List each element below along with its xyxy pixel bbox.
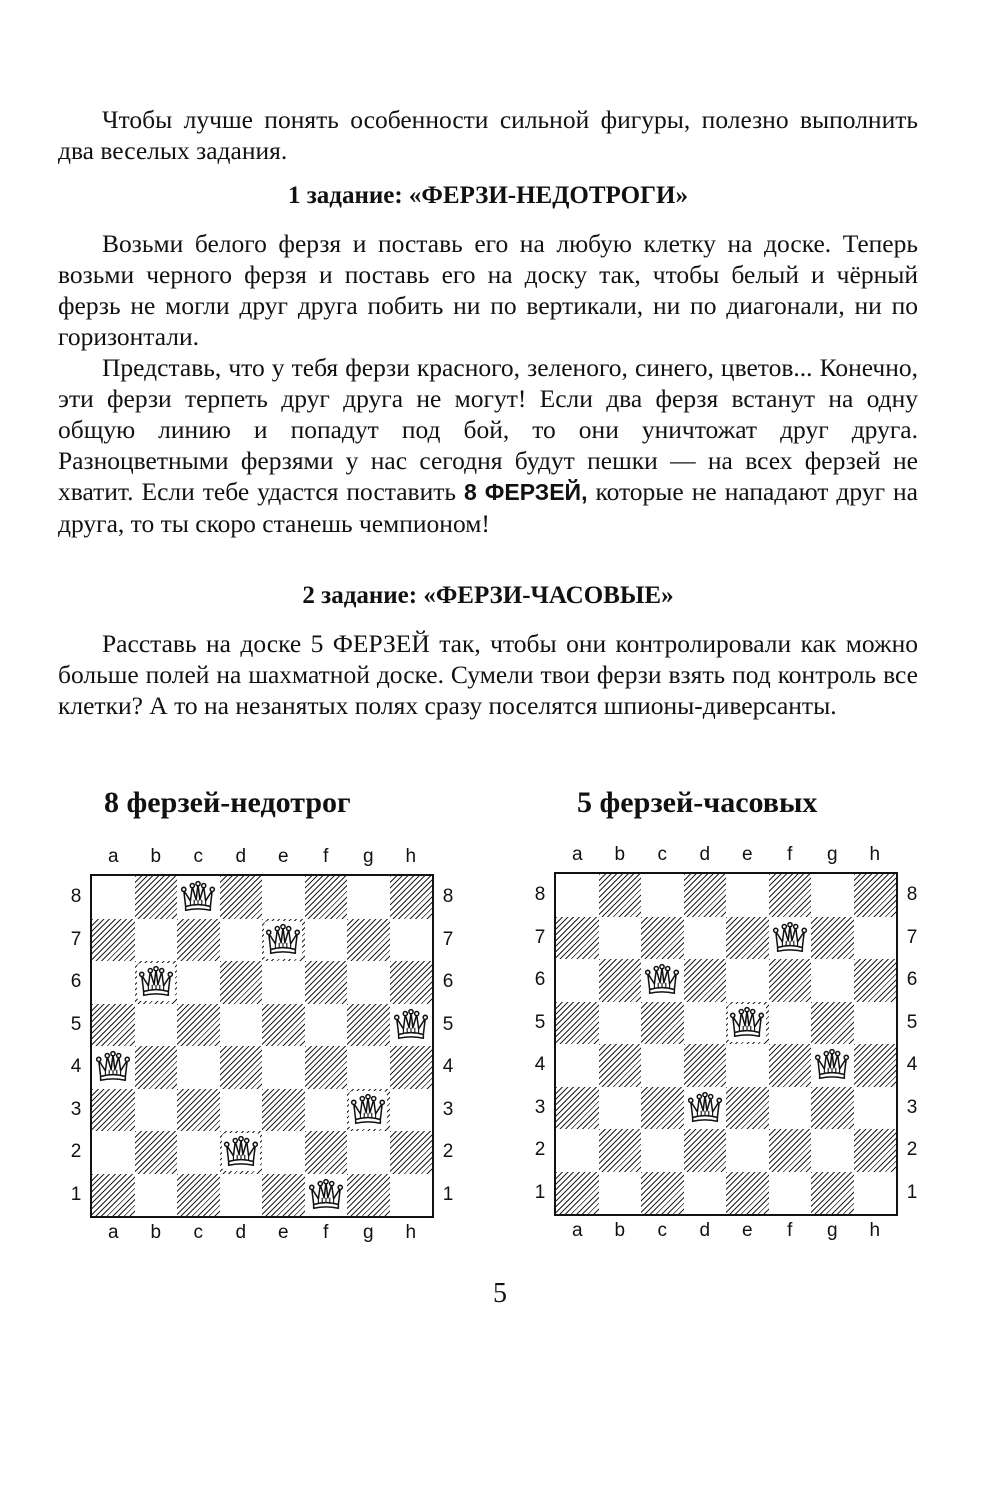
square-h7 — [854, 917, 897, 960]
square-a8 — [556, 874, 599, 917]
square-b4 — [599, 1044, 642, 1087]
square-b3 — [135, 1089, 178, 1132]
square-a1 — [92, 1174, 135, 1217]
rank-label-left: 6 — [534, 969, 546, 991]
square-e6 — [726, 959, 769, 1002]
file-label-bottom: b — [150, 1222, 162, 1243]
rank-label-left: 7 — [534, 926, 546, 948]
square-h7 — [390, 919, 433, 962]
square-e5 — [262, 1004, 305, 1047]
rank-label-right: 7 — [906, 926, 918, 948]
white-queen-icon — [392, 1006, 430, 1044]
square-d1 — [220, 1174, 263, 1217]
square-g4 — [811, 1044, 854, 1087]
square-b5 — [599, 1002, 642, 1045]
board1-title: 8 ферзей-недотрог — [104, 786, 351, 819]
square-h2 — [854, 1129, 897, 1172]
square-g6 — [347, 961, 390, 1004]
square-e7 — [726, 917, 769, 960]
square-h3 — [390, 1089, 433, 1132]
square-c8 — [177, 876, 220, 919]
file-label-bottom: f — [323, 1222, 329, 1243]
square-f4 — [769, 1044, 812, 1087]
square-e2 — [726, 1129, 769, 1172]
square-g8 — [347, 876, 390, 919]
intro-paragraph — [58, 104, 918, 166]
file-label-bottom: h — [405, 1222, 417, 1243]
square-f7 — [305, 919, 348, 962]
square-g2 — [811, 1129, 854, 1172]
square-c3 — [177, 1089, 220, 1132]
square-h8 — [854, 874, 897, 917]
rank-label-right: 2 — [442, 1141, 454, 1163]
square-a4 — [556, 1044, 599, 1087]
rank-label-left: 8 — [534, 884, 546, 906]
task1-p1-text: Возьми белого ферзя и поставь его на любую клетку на доске. Теперь возьми черного ферзя и поставь его на доску так, чтобы белый и чёрный ферзь не могли друг друга побить ни по вертикали, ни по диагонали, ни по горизонтали. — [58, 229, 918, 351]
file-label-bottom: c — [193, 1222, 203, 1243]
rank-label-right: 7 — [442, 928, 454, 950]
square-b2 — [135, 1131, 178, 1174]
square-h1 — [390, 1174, 433, 1217]
square-g1 — [347, 1174, 390, 1217]
square-f3 — [305, 1089, 348, 1132]
square-b1 — [599, 1172, 642, 1215]
square-c5 — [177, 1004, 220, 1047]
square-g5 — [347, 1004, 390, 1047]
task1-heading: 1 задание: «ФЕРЗИ-НЕДОТРОГИ» — [288, 182, 688, 209]
file-label-bottom: g — [826, 1220, 838, 1241]
task1-p2-text: Представь, что у тебя ферзи красного, зеленого, синего, цветов... Конечно, эти ферзи терпеть друг друга не могут! Если два ферзя встанут на одну общую линию и попадут под бой, то они уничтожат друг друга. Разноцветными ферзями у нас сегодня будут пешки — на всех ферзей не хватит. Если тебе удастся поставить — [58, 353, 918, 506]
rank-label-right: 8 — [442, 886, 454, 908]
rank-label-left: 3 — [70, 1098, 82, 1120]
square-e4 — [726, 1044, 769, 1087]
file-label-bottom: d — [699, 1220, 711, 1241]
square-c2 — [177, 1131, 220, 1174]
file-label-bottom: b — [614, 1220, 626, 1241]
square-d5 — [220, 1004, 263, 1047]
square-d4 — [220, 1046, 263, 1089]
eight-queens-emphasis: 8 ФЕРЗЕЙ, — [464, 479, 588, 505]
square-d8 — [220, 876, 263, 919]
white-queen-icon — [686, 1089, 724, 1127]
square-f8 — [305, 876, 348, 919]
square-a3 — [556, 1087, 599, 1130]
square-f1 — [769, 1172, 812, 1215]
rank-label-left: 2 — [534, 1139, 546, 1161]
square-a2 — [556, 1129, 599, 1172]
rank-label-right: 2 — [906, 1139, 918, 1161]
file-label-bottom: f — [787, 1220, 793, 1241]
square-f2 — [305, 1131, 348, 1174]
white-queen-icon — [179, 878, 217, 916]
square-c4 — [641, 1044, 684, 1087]
white-queen-icon — [728, 1004, 766, 1042]
square-g6 — [811, 959, 854, 1002]
rank-label-left: 1 — [70, 1183, 82, 1205]
square-d3 — [220, 1089, 263, 1132]
square-f6 — [305, 961, 348, 1004]
white-queen-icon — [349, 1091, 387, 1129]
square-b2 — [599, 1129, 642, 1172]
rank-label-left: 5 — [70, 1013, 82, 1035]
file-label-bottom: d — [235, 1222, 247, 1243]
square-g7 — [811, 917, 854, 960]
square-g7 — [347, 919, 390, 962]
file-label-top: h — [405, 846, 417, 867]
rank-label-right: 4 — [906, 1054, 918, 1076]
square-e8 — [726, 874, 769, 917]
rank-label-right: 3 — [442, 1098, 454, 1120]
square-e3 — [726, 1087, 769, 1130]
square-g3 — [347, 1089, 390, 1132]
square-d5 — [684, 1002, 727, 1045]
square-g3 — [811, 1087, 854, 1130]
white-queen-icon — [137, 963, 175, 1001]
square-e6 — [262, 961, 305, 1004]
square-f5 — [305, 1004, 348, 1047]
task2-paragraph — [58, 628, 918, 721]
square-c1 — [641, 1172, 684, 1215]
intro-text: Чтобы лучше понять особенности сильной фигуры, полезно выполнить два веселых задания. — [58, 105, 918, 165]
square-d6 — [684, 959, 727, 1002]
square-d1 — [684, 1172, 727, 1215]
square-h5 — [854, 1002, 897, 1045]
rank-label-left: 8 — [70, 886, 82, 908]
file-label-top: g — [362, 846, 374, 867]
square-d2 — [684, 1129, 727, 1172]
square-e2 — [262, 1131, 305, 1174]
page-number: 5 — [493, 1278, 507, 1309]
file-label-top: e — [741, 844, 753, 865]
square-c1 — [177, 1174, 220, 1217]
square-e1 — [726, 1172, 769, 1215]
file-label-bottom: e — [277, 1222, 289, 1243]
rank-label-left: 5 — [534, 1011, 546, 1033]
square-b5 — [135, 1004, 178, 1047]
board-grid — [90, 874, 434, 1218]
rank-label-left: 6 — [70, 971, 82, 993]
square-h4 — [854, 1044, 897, 1087]
square-h8 — [390, 876, 433, 919]
square-e3 — [262, 1089, 305, 1132]
file-label-top: a — [107, 846, 119, 867]
file-label-top: f — [787, 844, 793, 865]
square-h6 — [390, 961, 433, 1004]
square-a3 — [92, 1089, 135, 1132]
square-f8 — [769, 874, 812, 917]
square-e5 — [726, 1002, 769, 1045]
square-c5 — [641, 1002, 684, 1045]
square-g2 — [347, 1131, 390, 1174]
square-h6 — [854, 959, 897, 1002]
square-d3 — [684, 1087, 727, 1130]
white-queen-icon — [94, 1048, 132, 1086]
square-e1 — [262, 1174, 305, 1217]
square-e4 — [262, 1046, 305, 1089]
file-label-bottom: c — [657, 1220, 667, 1241]
file-label-top: d — [699, 844, 711, 865]
square-b1 — [135, 1174, 178, 1217]
white-queen-icon — [813, 1046, 851, 1084]
file-label-top: b — [150, 846, 162, 867]
square-d2 — [220, 1131, 263, 1174]
square-c8 — [641, 874, 684, 917]
file-label-top: c — [193, 846, 203, 867]
square-b7 — [135, 919, 178, 962]
square-d7 — [220, 919, 263, 962]
file-label-top: c — [657, 844, 667, 865]
square-g5 — [811, 1002, 854, 1045]
rank-label-right: 8 — [906, 884, 918, 906]
square-f4 — [305, 1046, 348, 1089]
square-e8 — [262, 876, 305, 919]
square-e7 — [262, 919, 305, 962]
square-a5 — [92, 1004, 135, 1047]
file-label-top: b — [614, 844, 626, 865]
square-a4 — [92, 1046, 135, 1089]
square-f1 — [305, 1174, 348, 1217]
square-b6 — [599, 959, 642, 1002]
white-queen-icon — [643, 961, 681, 999]
square-h3 — [854, 1087, 897, 1130]
square-b8 — [135, 876, 178, 919]
file-label-bottom: a — [107, 1222, 119, 1243]
rank-label-left: 2 — [70, 1141, 82, 1163]
square-b4 — [135, 1046, 178, 1089]
board-grid — [554, 872, 898, 1216]
file-label-top: h — [869, 844, 881, 865]
square-d7 — [684, 917, 727, 960]
rank-label-right: 6 — [442, 971, 454, 993]
square-h2 — [390, 1131, 433, 1174]
square-b6 — [135, 961, 178, 1004]
square-g4 — [347, 1046, 390, 1089]
file-label-top: g — [826, 844, 838, 865]
square-a5 — [556, 1002, 599, 1045]
file-label-bottom: h — [869, 1220, 881, 1241]
square-a8 — [92, 876, 135, 919]
square-a6 — [92, 961, 135, 1004]
square-g8 — [811, 874, 854, 917]
rank-label-right: 6 — [906, 969, 918, 991]
square-b3 — [599, 1087, 642, 1130]
square-g1 — [811, 1172, 854, 1215]
square-c6 — [177, 961, 220, 1004]
square-f2 — [769, 1129, 812, 1172]
white-queen-icon — [222, 1133, 260, 1171]
square-a2 — [92, 1131, 135, 1174]
square-a1 — [556, 1172, 599, 1215]
square-h1 — [854, 1172, 897, 1215]
rank-label-right: 1 — [906, 1181, 918, 1203]
rank-label-left: 1 — [534, 1181, 546, 1203]
file-label-bottom: e — [741, 1220, 753, 1241]
rank-label-right: 5 — [442, 1013, 454, 1035]
rank-label-right: 3 — [906, 1096, 918, 1118]
square-c6 — [641, 959, 684, 1002]
white-queen-icon — [307, 1176, 345, 1214]
square-c7 — [177, 919, 220, 962]
file-label-top: d — [235, 846, 247, 867]
square-h5 — [390, 1004, 433, 1047]
square-f5 — [769, 1002, 812, 1045]
square-f3 — [769, 1087, 812, 1130]
square-c2 — [641, 1129, 684, 1172]
file-label-top: f — [323, 846, 329, 867]
rank-label-left: 3 — [534, 1096, 546, 1118]
task2-p1-text: Расставь на доске 5 ФЕРЗЕЙ так, чтобы они контролировали как можно больше полей на шахматной доске. Сумели твои ферзи взять под контроль все клетки? А то на незанятых полях сразу поселятся шпионы-диверсанты. — [58, 629, 918, 720]
rank-label-right: 5 — [906, 1011, 918, 1033]
rank-label-left: 4 — [534, 1054, 546, 1076]
square-f7 — [769, 917, 812, 960]
rank-label-left: 7 — [70, 928, 82, 950]
task1-paragraph-2 — [58, 352, 918, 539]
file-label-bottom: a — [571, 1220, 583, 1241]
white-queen-icon — [771, 919, 809, 957]
file-label-bottom: g — [362, 1222, 374, 1243]
square-a6 — [556, 959, 599, 1002]
task2-heading: 2 задание: «ФЕРЗИ-ЧАСОВЫЕ» — [302, 582, 674, 609]
board2-title: 5 ферзей-часовых — [577, 786, 818, 819]
file-label-top: a — [571, 844, 583, 865]
square-c4 — [177, 1046, 220, 1089]
task1-paragraph-1 — [58, 228, 918, 352]
square-b7 — [599, 917, 642, 960]
file-label-top: e — [277, 846, 289, 867]
square-d8 — [684, 874, 727, 917]
rank-label-left: 4 — [70, 1056, 82, 1078]
square-b8 — [599, 874, 642, 917]
square-d6 — [220, 961, 263, 1004]
square-f6 — [769, 959, 812, 1002]
rank-label-right: 1 — [442, 1183, 454, 1205]
square-h4 — [390, 1046, 433, 1089]
rank-label-right: 4 — [442, 1056, 454, 1078]
square-c3 — [641, 1087, 684, 1130]
square-c7 — [641, 917, 684, 960]
square-a7 — [92, 919, 135, 962]
square-d4 — [684, 1044, 727, 1087]
white-queen-icon — [264, 921, 302, 959]
task1-p2-end: которые не нападают друг на друга, то ты скоро станешь чемпионом! — [58, 477, 918, 538]
square-a7 — [556, 917, 599, 960]
